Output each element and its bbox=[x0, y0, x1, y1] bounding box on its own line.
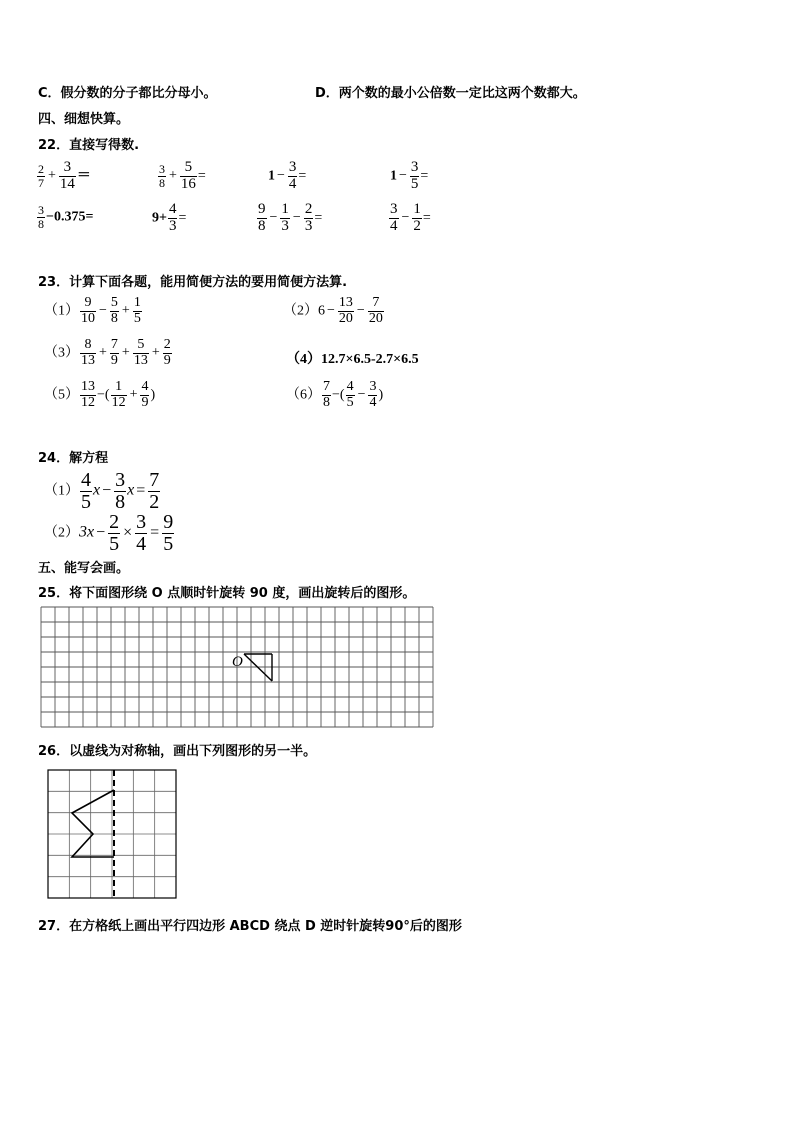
q23-item-4: （4）12.7×6.5-2.7×6.5 bbox=[286, 352, 419, 367]
q24-equation-1: （1） $\frac{4}{5}$ x − $\frac{3}{8}$ x = $\frac{7}{2}$ bbox=[44, 469, 160, 513]
q24-title: 24．解方程 bbox=[38, 451, 109, 466]
choice-c: C．假分数的分子都比分母小。 bbox=[38, 86, 217, 101]
q26-half-shape bbox=[72, 790, 114, 857]
q23-item-6: （6） $\frac{7}{8}$ −( $\frac{4}{5}$ − $\frac{3}{4}$ ) bbox=[286, 379, 384, 410]
q23-item-5: （5） $\frac{13}{12}$ −( $\frac{1}{12}$ + $\frac{4}{9}$ ) bbox=[44, 379, 156, 410]
section-4-heading: 四、细想快算。 bbox=[38, 112, 130, 127]
q27-title: 27．在方格纸上画出平行四边形 ABCD 绕点 D 逆时针旋转90°后的图形 bbox=[38, 919, 462, 934]
q22-item-8: $\frac{3}{4}$ − $\frac{1}{2}$ = bbox=[390, 201, 431, 234]
q22-item-3: 1 − $\frac{3}{4}$ = bbox=[268, 159, 307, 192]
q26-grid bbox=[46, 768, 180, 902]
choice-d: D．两个数的最小公倍数一定比这两个数都大。 bbox=[315, 86, 586, 101]
q22-title: 22．直接写得数. bbox=[38, 138, 140, 153]
q23-item-2: （2）6 − $\frac{13}{20}$ − $\frac{7}{20}$ bbox=[283, 295, 383, 326]
q26-title: 26．以虚线为对称轴，画出下列图形的另一半。 bbox=[38, 744, 317, 759]
q25-title: 25．将下面图形绕 O 点顺时针旋转 90 度，画出旋转后的图形。 bbox=[38, 586, 416, 601]
q23-item-3: （3） $\frac{8}{13}$ + $\frac{7}{9}$ + $\frac{5}{13}$ + $\frac{2}{9}$ bbox=[44, 337, 171, 368]
q22-item-5: $\frac{3}{8}$ −0.375= bbox=[38, 203, 94, 231]
q22-item-4: 1 − $\frac{3}{5}$ = bbox=[390, 159, 429, 192]
q22-item-2: $\frac{3}{8}$ + $\frac{5}{16}$ = bbox=[159, 159, 206, 192]
q22-item-7: $\frac{9}{8}$ − $\frac{1}{3}$ − $\frac{2}{3}$ = bbox=[258, 201, 323, 234]
q24-equation-2: （2）3x − $\frac{2}{5}$ × $\frac{3}{4}$ = $\frac{9}{5}$ bbox=[44, 511, 174, 555]
q25-shape-diagonal bbox=[244, 654, 272, 681]
q22-item-6: 9+ $\frac{4}{3}$ = bbox=[152, 201, 187, 234]
q23-item-1: （1） $\frac{9}{10}$ − $\frac{5}{8}$ + $\frac{1}{5}$ bbox=[44, 295, 141, 326]
q23-title: 23．计算下面各题，能用简便方法的要用简便方法算. bbox=[38, 275, 348, 290]
q25-grid bbox=[40, 606, 434, 728]
section-5-heading: 五、能写会画。 bbox=[38, 561, 130, 576]
q25-point-o-label: O bbox=[232, 654, 243, 670]
q22-item-1: $\frac{2}{7}$ + $\frac{3}{14}$ ＝ bbox=[38, 159, 91, 192]
